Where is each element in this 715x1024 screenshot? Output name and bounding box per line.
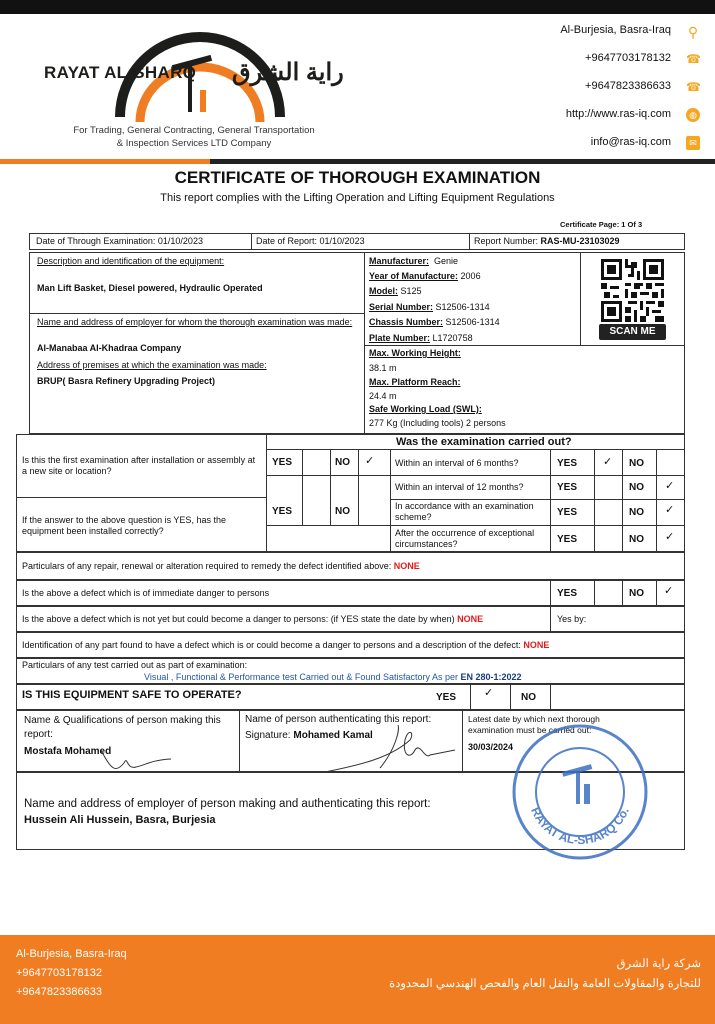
footer-arabic-line-2: للتجارة والمقاولات العامة والنقل العام والفحص الهندسي المحدودة: [389, 978, 701, 990]
reach-value: 24.4 m: [369, 391, 397, 401]
header-phone-2: +9647823386633: [585, 80, 671, 92]
test-value: Visual , Functional & Performance test Carried out & Found Satisfactory As per: [144, 672, 461, 682]
model-label: Model:: [369, 286, 398, 296]
interval-12-months: Within an interval of 12 months?: [395, 482, 524, 492]
equipment-description: Man Lift Basket, Diesel powered, Hydraulic Operated: [37, 283, 263, 293]
swl-value: 277 Kg (Including tools) 2 persons: [369, 418, 506, 428]
test-description: [144, 672, 522, 683]
question-first-exam: Is this the first examination after installation or assembly at a new site or location?: [22, 455, 256, 476]
safe-no[interactable]: NO: [521, 692, 536, 703]
footer-phone-2: +9647823386633: [16, 986, 102, 998]
q2-no[interactable]: NO: [335, 506, 350, 517]
chassis-value: S12506-1314: [445, 317, 500, 327]
premises-label: Address of premises at which the examination was made:: [37, 360, 267, 370]
tagline-line-2: & Inspection Services LTD Company: [116, 138, 272, 149]
employer-name: Al-Manabaa Al-Khadraa Company: [37, 343, 182, 353]
footer-address: Al-Burjesia, Basra-Iraq: [16, 948, 127, 960]
examination-scheme: In accordance with an examination scheme?: [395, 501, 534, 522]
signature-label: Signature:: [245, 730, 294, 741]
test-standard: EN 280-1:2022: [460, 672, 522, 682]
globe-icon: ◍: [686, 108, 700, 122]
year-label: Year of Manufacture:: [369, 271, 459, 281]
plate-label: Plate Number:: [369, 333, 431, 343]
exam-date: Date of Through Examination: 01/10/2023: [36, 236, 203, 246]
i6-yes[interactable]: YES: [557, 458, 578, 469]
header-address: Al-Burjesia, Basra-Iraq: [560, 24, 671, 36]
scan-me-label: SCAN ME: [599, 324, 666, 340]
logo-english: RAYAT AL-SHARQ: [44, 63, 197, 82]
scheme-no-check: ✓: [665, 504, 675, 516]
repair-value: NONE: [393, 561, 420, 571]
tagline: [44, 124, 344, 150]
report-number-value: RAS-MU-23103029: [540, 236, 620, 246]
authenticator-signature: [320, 720, 460, 778]
certificate-subtitle: This report complies with the Lifting Operation and Lifting Equipment Regulations: [160, 192, 555, 204]
next-exam-label: Latest date by which next thorough examination must be carried out:: [468, 714, 600, 735]
chassis-label: Chassis Number:: [369, 317, 444, 327]
height-value: 38.1 m: [369, 363, 397, 373]
stamp-derrick-icon: [576, 770, 580, 804]
serial: [369, 302, 490, 313]
next-exam-date: 30/03/2024: [468, 742, 514, 752]
exceptional-no-check: ✓: [665, 531, 675, 543]
identification-value: NONE: [523, 640, 550, 650]
swl-label: Safe Working Load (SWL):: [369, 404, 482, 414]
danger-yes[interactable]: YES: [557, 588, 578, 599]
oil-well-icon: [200, 90, 206, 112]
chassis: [369, 317, 500, 328]
email-icon: ✉: [686, 136, 700, 150]
future-danger-text: [22, 614, 483, 625]
report-maker-name: Mostafa Mohamed: [24, 746, 112, 757]
header-phone-1: +9647703178132: [585, 52, 671, 64]
interval-6-months: Within an interval of 6 months?: [395, 458, 519, 468]
scheme-yes[interactable]: YES: [557, 507, 578, 518]
scheme-no[interactable]: NO: [629, 507, 644, 518]
stamp-text: RAYAT AL-SHARQ Co.: [528, 805, 632, 848]
i12-yes[interactable]: YES: [557, 482, 578, 493]
i12-no[interactable]: NO: [629, 482, 644, 493]
identification-label: Identification of any part found to have a defect which is or could become a danger to persons and a description of the defect:: [22, 640, 524, 650]
danger-no[interactable]: NO: [629, 588, 644, 599]
future-danger-label: Is the above a defect which is not yet but could become a danger to persons: (if YES state the date by when): [22, 614, 458, 624]
header-website[interactable]: http://www.ras-iq.com: [565, 108, 671, 120]
carried-out-heading: Was the examination carried out?: [396, 436, 572, 448]
tagline-line-1: For Trading, General Contracting, General Transportation: [73, 125, 315, 136]
certificate-title: CERTIFICATE OF THOROUGH EXAMINATION: [174, 168, 541, 187]
exceptional-circumstances: After the occurrence of exceptional circumstances?: [395, 528, 535, 549]
test-label: Particulars of any test carried out as part of examination:: [22, 660, 248, 670]
employer-maker-label: Name and address of employer of person making and authenticating this report:: [24, 798, 431, 810]
year-value: 2006: [460, 271, 481, 281]
manufacturer-label: Manufacturer:: [369, 256, 430, 266]
manufacturer: [369, 256, 458, 267]
phone-icon: ☎: [686, 52, 701, 66]
q2-yes[interactable]: YES: [272, 506, 293, 517]
company-stamp: [510, 722, 650, 862]
authenticator-name: Mohamed Kamal: [293, 730, 373, 741]
top-bar: [0, 0, 715, 14]
identification-text: [22, 640, 549, 651]
i6-yes-check: ✓: [603, 456, 613, 468]
safe-yes-check: ✓: [484, 687, 494, 699]
page-number: Certificate Page: 1 Of 3: [560, 220, 643, 229]
immediate-danger-question: Is the above a defect which is of immediate danger to persons: [22, 588, 270, 598]
header-email[interactable]: info@ras-iq.com: [590, 136, 671, 148]
employer-maker-name: Hussein Ali Hussein, Basra, Burjesia: [24, 814, 216, 826]
safe-question: IS THIS EQUIPMENT SAFE TO OPERATE?: [22, 689, 242, 701]
exceptional-no[interactable]: NO: [629, 534, 644, 545]
serial-label: Serial Number:: [369, 302, 434, 312]
year: [369, 271, 481, 282]
maker-signature: [96, 745, 176, 775]
employer-label: Name and address of employer for whom the thorough examination was made:: [37, 317, 353, 327]
yes-by-label: Yes by:: [557, 614, 587, 624]
premises-value: BRUP( Basra Refinery Upgrading Project): [37, 376, 216, 386]
plate: [369, 333, 473, 344]
report-date: Date of Report: 01/10/2023: [256, 236, 365, 246]
manufacturer-value: Genie: [434, 256, 459, 266]
i12-no-check: ✓: [665, 480, 675, 492]
footer-arabic-line-1: شركة راية الشرق: [616, 958, 701, 970]
footer-arabic: [389, 954, 701, 994]
model: [369, 286, 422, 297]
danger-no-check: ✓: [664, 585, 674, 597]
phone-icon: ☎: [686, 80, 701, 94]
q1-no-check: ✓: [365, 455, 375, 467]
header-divider-orange: [0, 159, 210, 164]
report-maker-label: Name & Qualifications of person making this report:: [24, 715, 221, 740]
q1-no[interactable]: NO: [335, 457, 350, 468]
repair-label: Particulars of any repair, renewal or alteration required to remedy the defect identified above:: [22, 561, 394, 571]
repair-text: [22, 561, 420, 572]
logo-arabic: راية الشرق: [232, 59, 344, 86]
plate-value: L1720758: [432, 333, 473, 343]
equipment-description-label: Description and identification of the equipment:: [37, 256, 225, 266]
height-label: Max. Working Height:: [369, 348, 461, 358]
serial-value: S12506-1314: [435, 302, 490, 312]
reach-label: Max. Platform Reach:: [369, 377, 461, 387]
safe-yes[interactable]: YES: [436, 692, 457, 703]
model-value: S125: [400, 286, 422, 296]
exceptional-yes[interactable]: YES: [557, 534, 578, 545]
question-installed-correctly: If the answer to the above question is YES, has the equipment been installed correctly?: [22, 515, 226, 536]
future-danger-value: NONE: [457, 614, 484, 624]
location-icon: ⚲: [687, 24, 699, 40]
header-divider-dark: [210, 159, 715, 164]
qr-code[interactable]: [601, 259, 664, 322]
q1-yes[interactable]: YES: [272, 457, 293, 468]
footer-phone-1: +9647703178132: [16, 967, 102, 979]
i6-no[interactable]: NO: [629, 458, 644, 469]
report-number: [474, 236, 620, 247]
authenticator-label: Name of person authenticating this report:: [245, 714, 432, 725]
report-number-label: Report Number:: [474, 236, 541, 246]
